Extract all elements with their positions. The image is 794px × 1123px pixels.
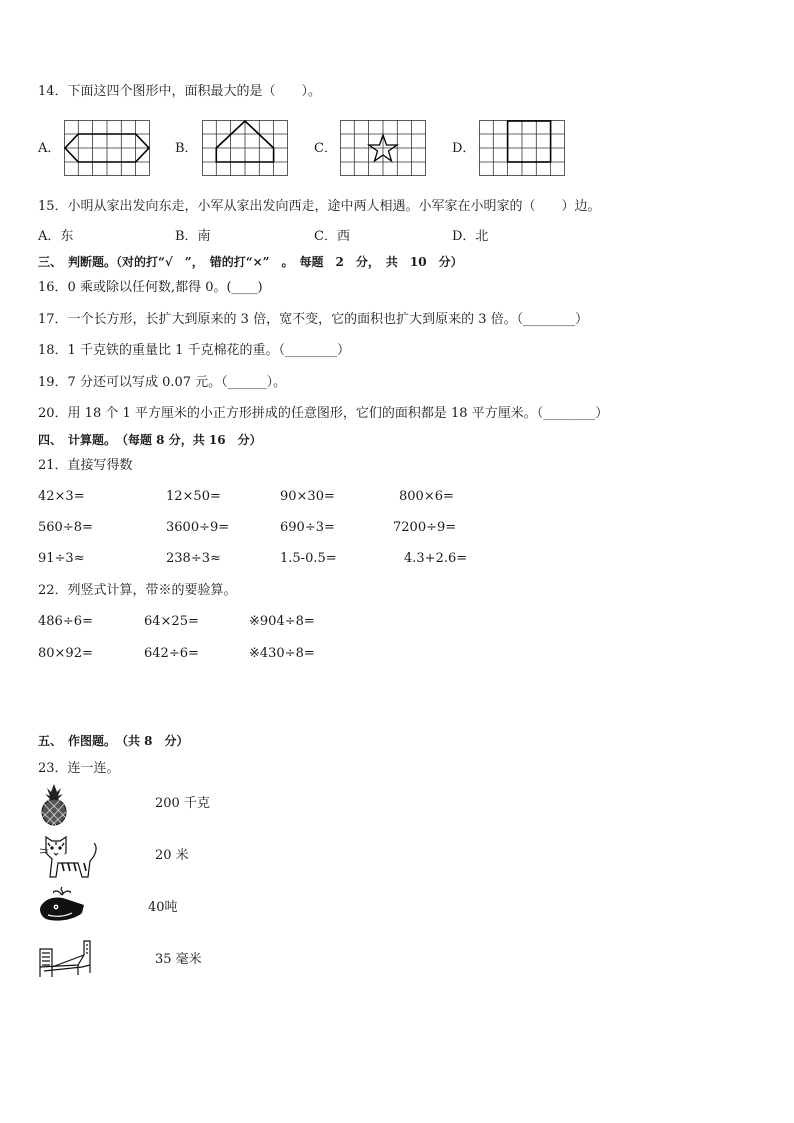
vertical-calc-item: ※430÷8=: [249, 646, 315, 661]
calc-item: 690÷3=: [280, 520, 335, 535]
option-c-west: C．西: [314, 229, 350, 244]
section-4-heading: 四、 计算题。 （每题 8 分，共 16 分）: [38, 433, 262, 447]
question-23-stem: 23．连一连。: [38, 761, 120, 776]
option-a-east: A．东: [38, 229, 74, 244]
calc-item: 91÷3≈: [38, 551, 85, 566]
vertical-calc-item: 80×92=: [38, 646, 93, 661]
calc-item: 800×6=: [399, 489, 454, 504]
question-14-stem: 14．下面这四个图形中，面积最大的是（ ）。: [38, 84, 322, 99]
calc-item: 3600÷9=: [166, 520, 230, 535]
calc-item: 90×30=: [280, 489, 335, 504]
match-label-40t: 40吨: [148, 900, 178, 915]
question-19: 19．7 分还可以写成 0.07 元。（______）。: [38, 375, 287, 390]
question-17: 17．一个长方形，长扩大到原来的 3 倍，宽不变，它的面积也扩大到原来的 3 倍。（________）: [38, 312, 589, 327]
figure-c-star: [340, 120, 426, 176]
option-b-south: B．南: [175, 229, 211, 244]
vertical-calc-item: 64×25=: [144, 614, 199, 629]
calc-item: 12×50=: [166, 489, 221, 504]
option-c-label: C．: [314, 141, 337, 156]
tiger-icon: [38, 833, 102, 879]
question-21-stem: 21．直接写得数: [38, 458, 133, 473]
vertical-calc-item: 486÷6=: [38, 614, 93, 629]
bed-icon: [38, 937, 92, 979]
option-d-label: D．: [452, 141, 476, 156]
calc-item: 238÷3≈: [166, 551, 221, 566]
vertical-calc-item: ※904÷8=: [249, 614, 315, 629]
figure-b-house-shape: [202, 120, 288, 176]
section-3-heading: 三、 判断题。（对的打“√ ”， 错的打“×” 。 每题 2 分， 共 10 分）: [38, 255, 463, 269]
question-15-stem: 15．小明从家出发向东走，小军从家出发向西走，途中两人相遇。小军家在小明家的（ ）边。: [38, 199, 601, 214]
calc-item: 4.3+2.6=: [404, 551, 468, 566]
match-label-200kg: 200 千克: [155, 796, 210, 811]
whale-icon: [38, 885, 86, 925]
question-20: 20．用 18 个 1 平方厘米的小正方形拼成的任意图形，它们的面积都是 18 平方厘米。（________）: [38, 406, 609, 421]
calc-item: 560÷8=: [38, 520, 93, 535]
option-a-label: A．: [38, 141, 61, 156]
calc-item: 1.5-0.5=: [280, 551, 337, 566]
calc-item: 7200÷9=: [393, 520, 457, 535]
section-5-heading: 五、 作图题。 （共 8 分）: [38, 734, 189, 748]
calc-item: 42×3=: [38, 489, 85, 504]
option-d-north: D．北: [452, 229, 489, 244]
match-label-20m: 20 米: [155, 848, 189, 863]
question-18: 18．1 千克铁的重量比 1 千克棉花的重。（________）: [38, 343, 350, 358]
question-16: 16．0 乘或除以任何数,都得 0。(____): [38, 280, 263, 295]
match-label-35mm: 35 毫米: [155, 952, 202, 967]
figure-d-rectangle: [479, 120, 565, 176]
option-b-label: B．: [175, 141, 198, 156]
question-22-stem: 22．列竖式计算，带※的要验算。: [38, 583, 237, 598]
figure-a-hexagon: [64, 120, 150, 176]
vertical-calc-item: 642÷6=: [144, 646, 199, 661]
pineapple-icon: [38, 784, 70, 826]
